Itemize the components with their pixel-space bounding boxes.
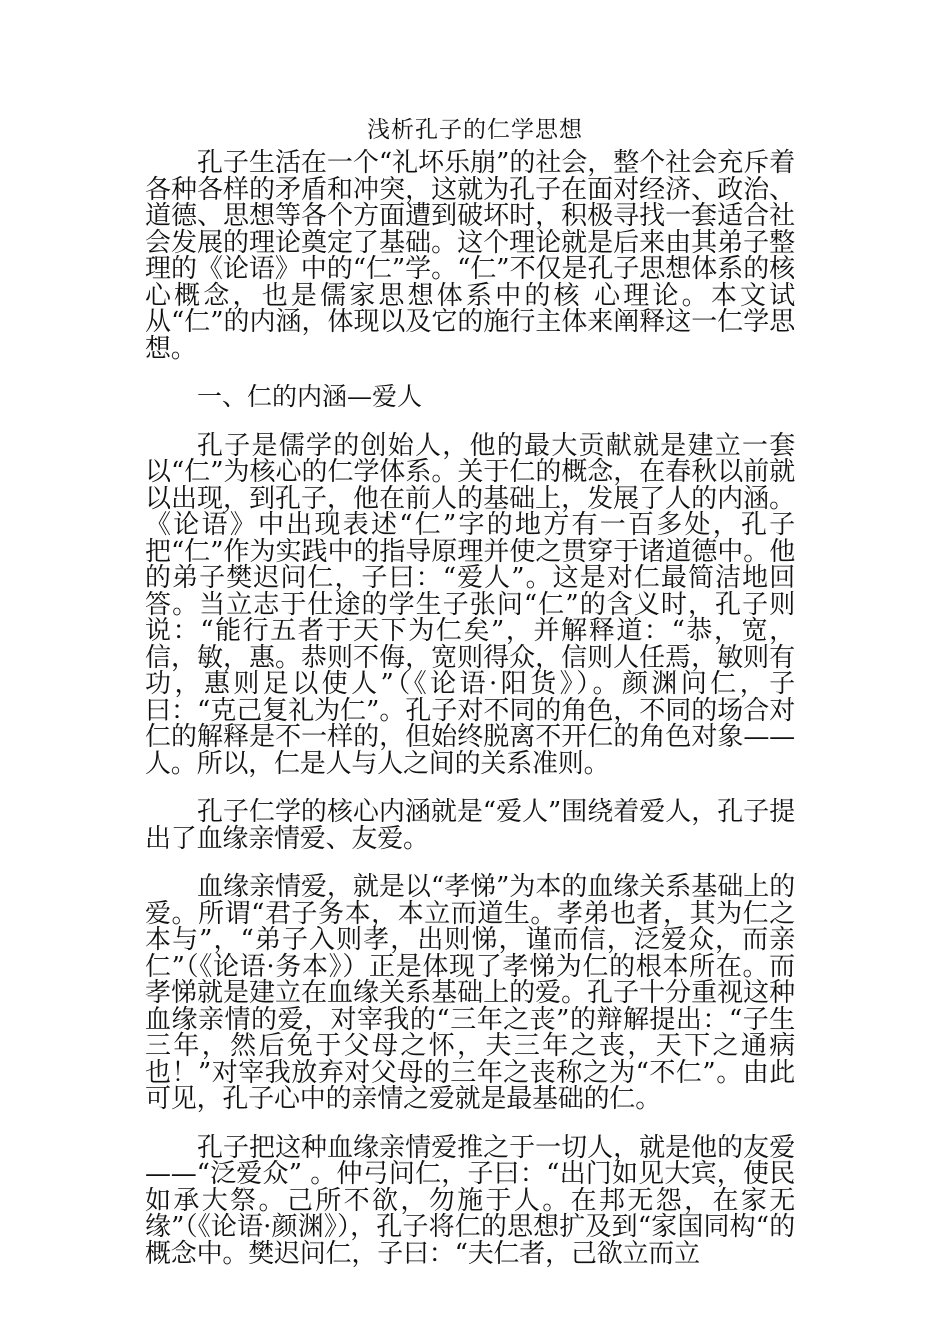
- section-heading-1: 一、仁的内涵—爱人: [197, 382, 423, 411]
- body-paragraph: 孔子仁学的核心内涵就是“爱人”围绕着爱人，孔子提出了血缘亲情爱、友爱。: [145, 797, 795, 854]
- document-title: 浅析孔子的仁学思想: [367, 117, 583, 143]
- body-paragraph: 孔子把这种血缘亲情爱推之于一切人，就是他的友爱——“泛爱众” 。仲弓问仁，子曰：“出门如见大宾，使民如承大祭。己所不欲，勿施于人。在邦无怨，在家无缘”（《论语·颜渊》），孔子将仁的思想扩及到“家国同构“的概念中。樊迟问仁，子曰：“夫仁者，己欲立而立: [145, 1132, 795, 1269]
- body-paragraph: 孔子是儒学的创始人，他的最大贡献就是建立一套以“仁”为核心的仁学体系。关于仁的概念，在春秋以前就以出现，到孔子，他在前人的基础上，发展了人的内涵。《论语》中出现表述“仁”字的地方有一百多处，孔子把“仁”作为实践中的指导原理并使之贯穿于诸道德中。他的弟子樊迟问仁，子曰：“爱人”。这是对仁最简洁地回答。当立志于仕途的学生子张问“仁”的含义时，孔子则说：“能行五者于天下为仁矣”，并解释道：“恭，宽，信，敏，惠。恭则不侮，宽则得众，信则人任焉，敏则有功，惠则足以使人”（《论语·阳货》）。颜渊问仁，子曰：“克己复礼为仁”。孔子对不同的角色，不同的场合对仁的解释是不一样的，但始终脱离不开仁的角色对象——人。所以，仁是人与人之间的关系准则。: [145, 430, 795, 779]
- document-body: [145, 150, 795, 1289]
- intro-paragraph: 孔子生活在一个“礼坏乐崩”的社会，整个社会充斥着各种各样的矛盾和冲突，这就为孔子在面对经济、政治、道德、思想等各个方面遭到破坏时，积极寻找一套适合社会发展的理论奠定了基础。这个理论就是后来由其弟子整理的《论语》中的“仁”学。“仁”不仅是孔子思想体系的核心概念，也是儒家思想体系中的核 心理论。本文试从“仁”的内涵，体现以及它的施行主体来阐释这一仁学思想。: [145, 148, 795, 364]
- body-paragraph: 血缘亲情爱，就是以“孝悌”为本的血缘关系基础上的爱。所谓“君子务本，本立而道生。孝弟也者，其为仁之本与”，“弟子入则孝，出则悌，谨而信，泛爱众，而亲仁”（《论语·务本》）正是体现了孝悌为仁的根本所在。而孝悌就是建立在血缘关系基础上的爱。孔子十分重视这种血缘亲情的爱，对宰我的“三年之丧”的辩解提出：“子生三年，然后免于父母之怀，夫三年之丧，天下之通病也！”对宰我放弃对父母的三年之丧称之为“不仁”。由此可见，孔子心中的亲情之爱就是最基础的仁。: [145, 872, 795, 1114]
